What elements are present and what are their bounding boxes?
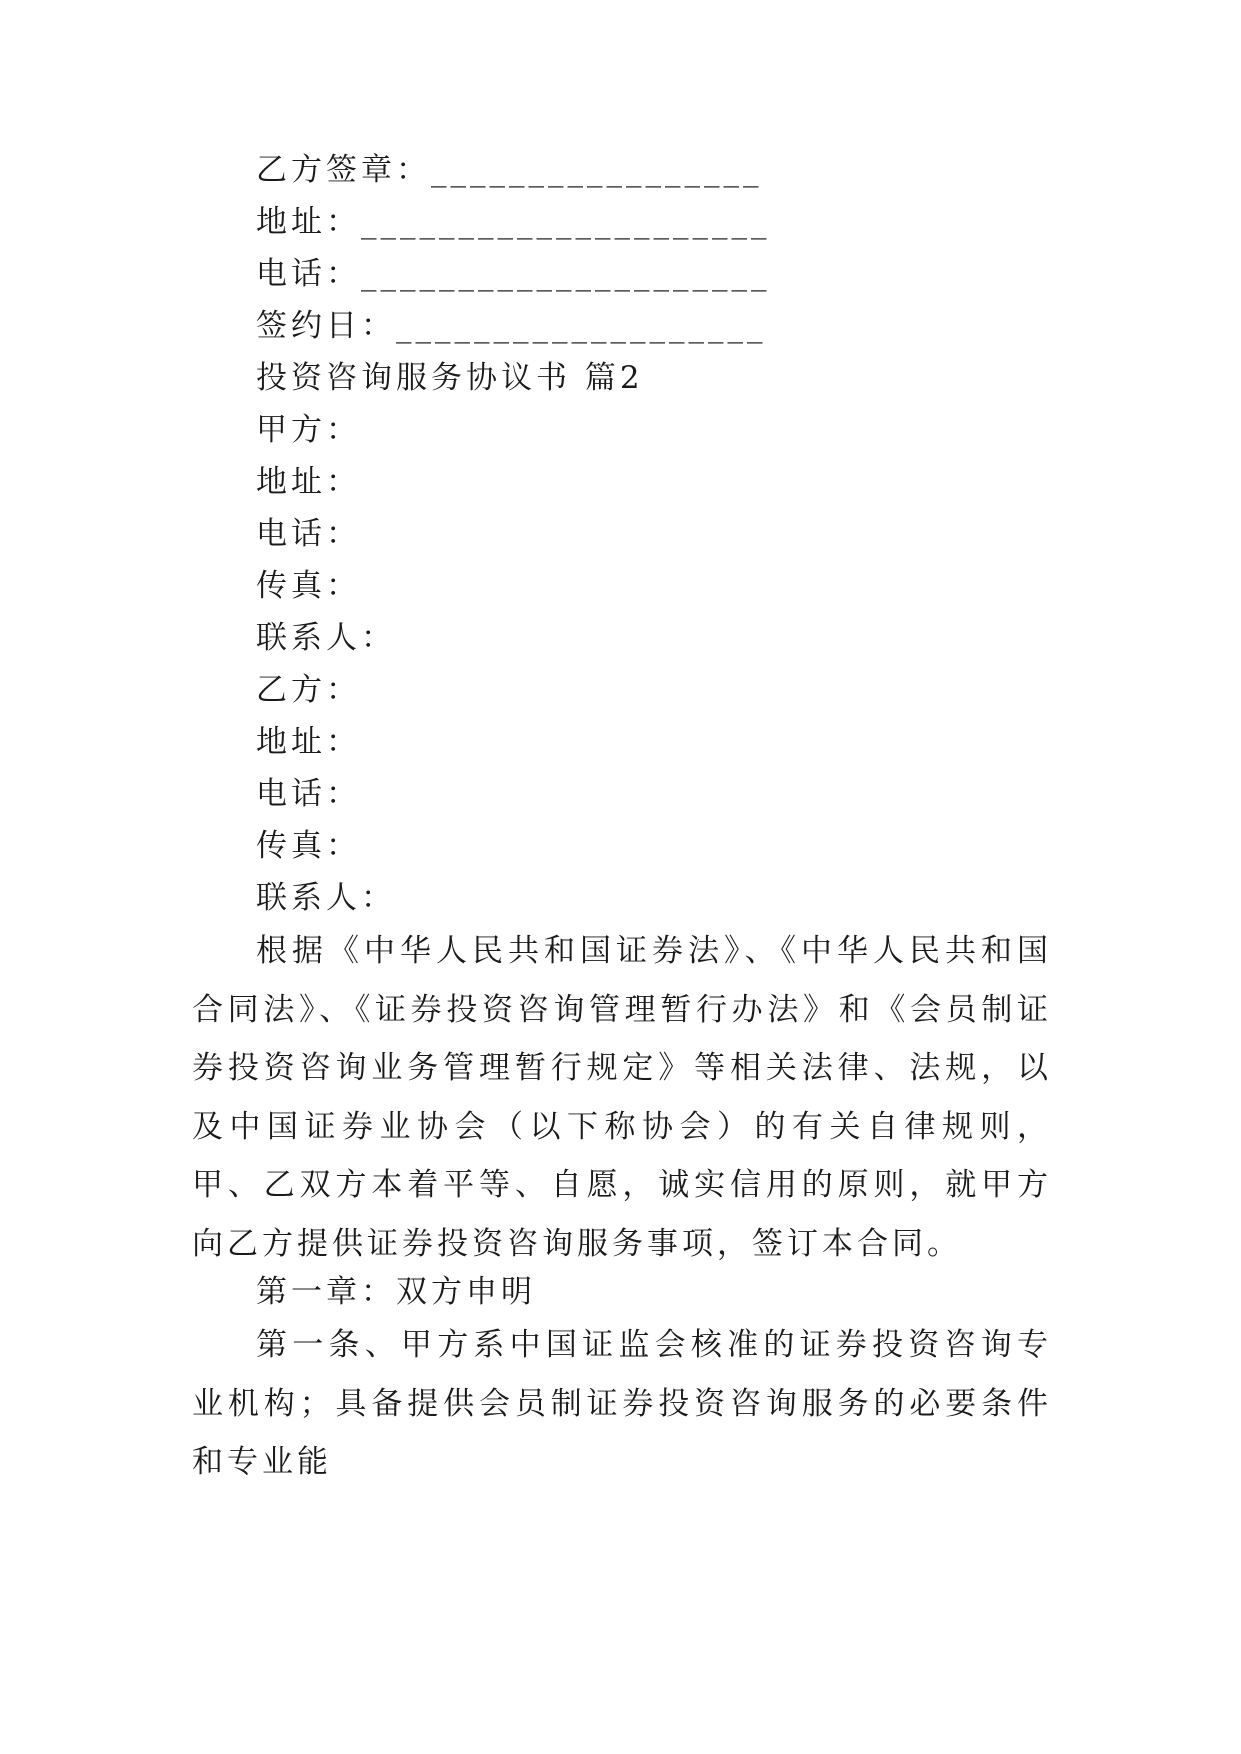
party-b-phone: 电话： — [256, 776, 361, 812]
party-a-phone: 电话： — [256, 516, 361, 552]
chapter-1-title: 第一章：双方申明 — [256, 1274, 536, 1310]
party-a-label: 甲方： — [256, 412, 361, 448]
party-b-label: 乙方： — [256, 672, 361, 708]
signature-date-line: 签约日：___________________ — [256, 308, 767, 344]
party-b-contact: 联系人： — [256, 880, 396, 916]
party-b-address: 地址： — [256, 724, 361, 760]
party-b-fax: 传真： — [256, 828, 361, 864]
party-a-contact: 联系人： — [256, 620, 396, 656]
signature-address-line: 地址：_____________________ — [256, 204, 771, 240]
preamble-paragraph: 根据《中华人民共和国证券法》、《中华人民共和国合同法》、《证券投资咨询管理暂行办法》和《会员制证券投资咨询业务管理暂行规定》等相关法律、法规，以及中国证券业协会（以下称协会）的有关自律规则，甲、乙双方本着平等、自愿，诚实信用的原则，就甲方向乙方提供证券投资咨询服务事项，签订本合同。 — [192, 933, 1052, 1262]
party-b-seal-line: 乙方签章：_________________ — [256, 152, 763, 188]
party-a-address: 地址： — [256, 464, 361, 500]
agreement-title: 投资咨询服务协议书 篇2 — [256, 360, 644, 396]
article-1-paragraph: 第一条、甲方系中国证监会核准的证券投资咨询专业机构；具备提供会员制证券投资咨询服务的必要条件和专业能 — [192, 1327, 1052, 1480]
party-a-fax: 传真： — [256, 568, 361, 604]
signature-phone-line: 电话：_____________________ — [256, 256, 771, 292]
